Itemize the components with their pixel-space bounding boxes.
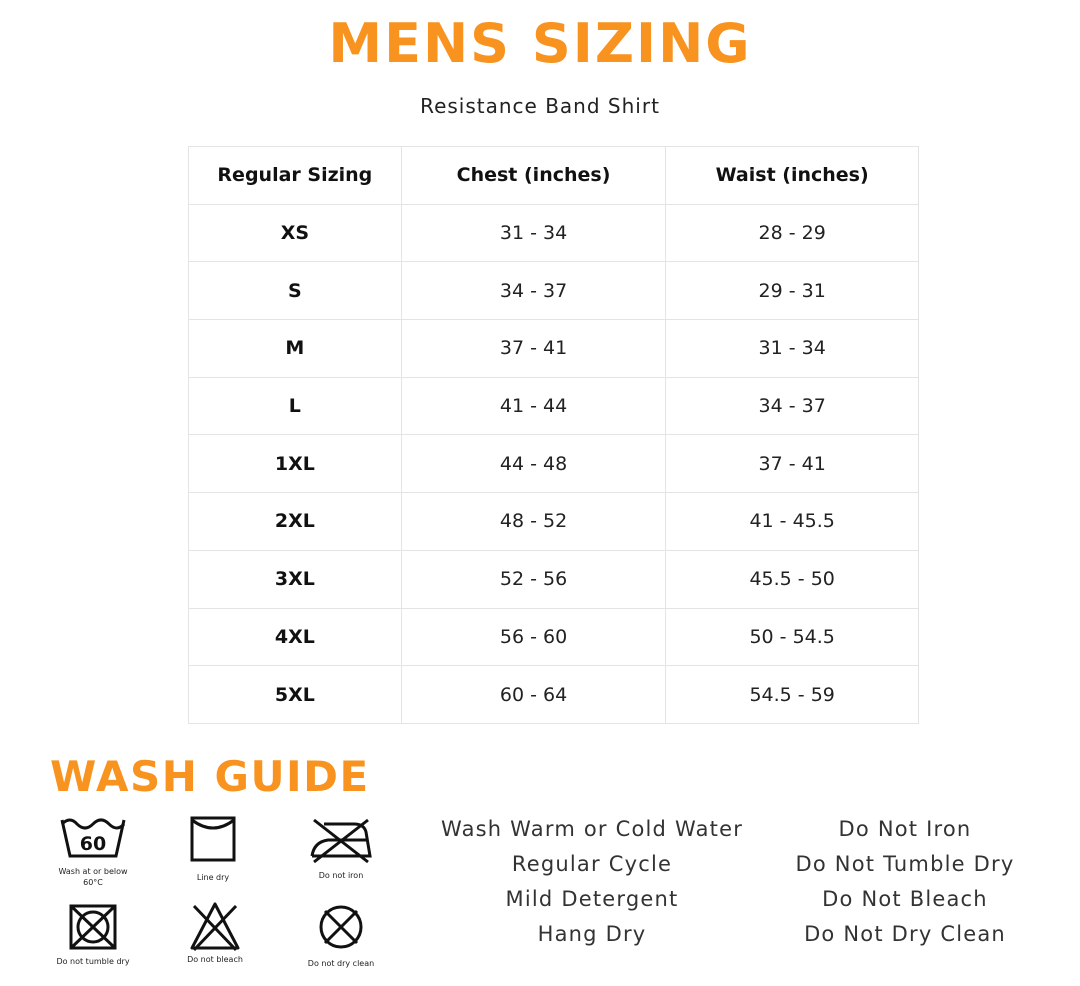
table-row — [189, 435, 919, 493]
size-label: L — [189, 377, 402, 435]
table-row — [189, 377, 919, 435]
header-waist: Waist (inches) — [666, 147, 919, 205]
waist-value: 28 - 29 — [666, 204, 919, 262]
size-label: 2XL — [189, 493, 402, 551]
waist-value: 37 - 41 — [666, 435, 919, 493]
size-label: 5XL — [189, 666, 402, 724]
size-label: 4XL — [189, 608, 402, 666]
care-instruction: Do Not Iron — [838, 817, 972, 841]
size-label: S — [189, 262, 402, 320]
do-not-tumble-dry-icon — [67, 902, 119, 952]
do-not-tumble-dry-icon-block — [38, 902, 148, 967]
chest-value: 52 - 56 — [401, 550, 666, 608]
chest-value: 41 - 44 — [401, 377, 666, 435]
wash-guide-title: WASH GUIDE — [50, 752, 370, 801]
size-label: 3XL — [189, 550, 402, 608]
care-instruction: Regular Cycle — [511, 852, 673, 876]
waist-value: 45.5 - 50 — [666, 550, 919, 608]
line-dry-icon-block — [158, 814, 268, 883]
size-label: M — [189, 320, 402, 378]
table-row — [189, 493, 919, 551]
caption-line: Do not dry clean — [307, 959, 375, 968]
waist-value: 54.5 - 59 — [666, 666, 919, 724]
wash-60-icon — [58, 812, 128, 862]
chest-value: 48 - 52 — [401, 493, 666, 551]
caption-line: Do not tumble dry — [56, 957, 130, 966]
caption-line: Line dry — [196, 873, 230, 882]
icon-caption — [158, 872, 268, 883]
caption-line: Do not iron — [318, 871, 364, 880]
page-title: MENS SIZING — [328, 12, 752, 75]
care-instruction: Mild Detergent — [505, 887, 679, 911]
chest-value: 56 - 60 — [401, 608, 666, 666]
care-instructions-left — [432, 812, 752, 952]
table-row — [189, 550, 919, 608]
chest-value: 31 - 34 — [401, 204, 666, 262]
wash-60-icon-block — [38, 812, 148, 888]
care-instruction: Wash Warm or Cold Water — [440, 817, 744, 841]
waist-value: 31 - 34 — [666, 320, 919, 378]
table-header-row — [189, 147, 919, 205]
do-not-dry-clean-icon-block — [286, 902, 396, 969]
care-instruction: Hang Dry — [537, 922, 647, 946]
wash-temperature-number: 60 — [79, 833, 107, 855]
chest-value: 60 - 64 — [401, 666, 666, 724]
chest-value: 44 - 48 — [401, 435, 666, 493]
icon-caption — [160, 954, 270, 965]
waist-value: 29 - 31 — [666, 262, 919, 320]
icon-caption — [38, 866, 148, 888]
caption-line: 60°C — [83, 878, 103, 887]
chest-value: 37 - 41 — [401, 320, 666, 378]
care-instruction: Do Not Bleach — [822, 887, 988, 911]
do-not-bleach-icon-block — [160, 900, 270, 965]
size-label: 1XL — [189, 435, 402, 493]
care-instructions-right — [785, 812, 1025, 952]
page-subtitle: Resistance Band Shirt — [420, 94, 660, 118]
chest-value: 34 - 37 — [401, 262, 666, 320]
icon-caption — [38, 956, 148, 967]
waist-value: 41 - 45.5 — [666, 493, 919, 551]
waist-value: 34 - 37 — [666, 377, 919, 435]
do-not-iron-icon — [306, 814, 376, 864]
header-chest: Chest (inches) — [401, 147, 666, 205]
do-not-dry-clean-icon — [315, 902, 367, 952]
header-regular-sizing: Regular Sizing — [189, 147, 402, 205]
table-row — [189, 666, 919, 724]
table-row — [189, 608, 919, 666]
do-not-bleach-icon — [188, 900, 242, 952]
table-row — [189, 204, 919, 262]
caption-line: Do not bleach — [187, 955, 243, 964]
do-not-iron-icon-block — [286, 814, 396, 881]
caption-line: Wash at or below — [58, 867, 128, 876]
line-dry-icon — [188, 814, 238, 864]
icon-caption — [286, 958, 396, 969]
size-table — [188, 146, 919, 724]
table-row — [189, 320, 919, 378]
size-label: XS — [189, 204, 402, 262]
waist-value: 50 - 54.5 — [666, 608, 919, 666]
care-instruction: Do Not Dry Clean — [804, 922, 1006, 946]
icon-caption — [286, 870, 396, 881]
table-row — [189, 262, 919, 320]
care-instruction: Do Not Tumble Dry — [795, 852, 1015, 876]
